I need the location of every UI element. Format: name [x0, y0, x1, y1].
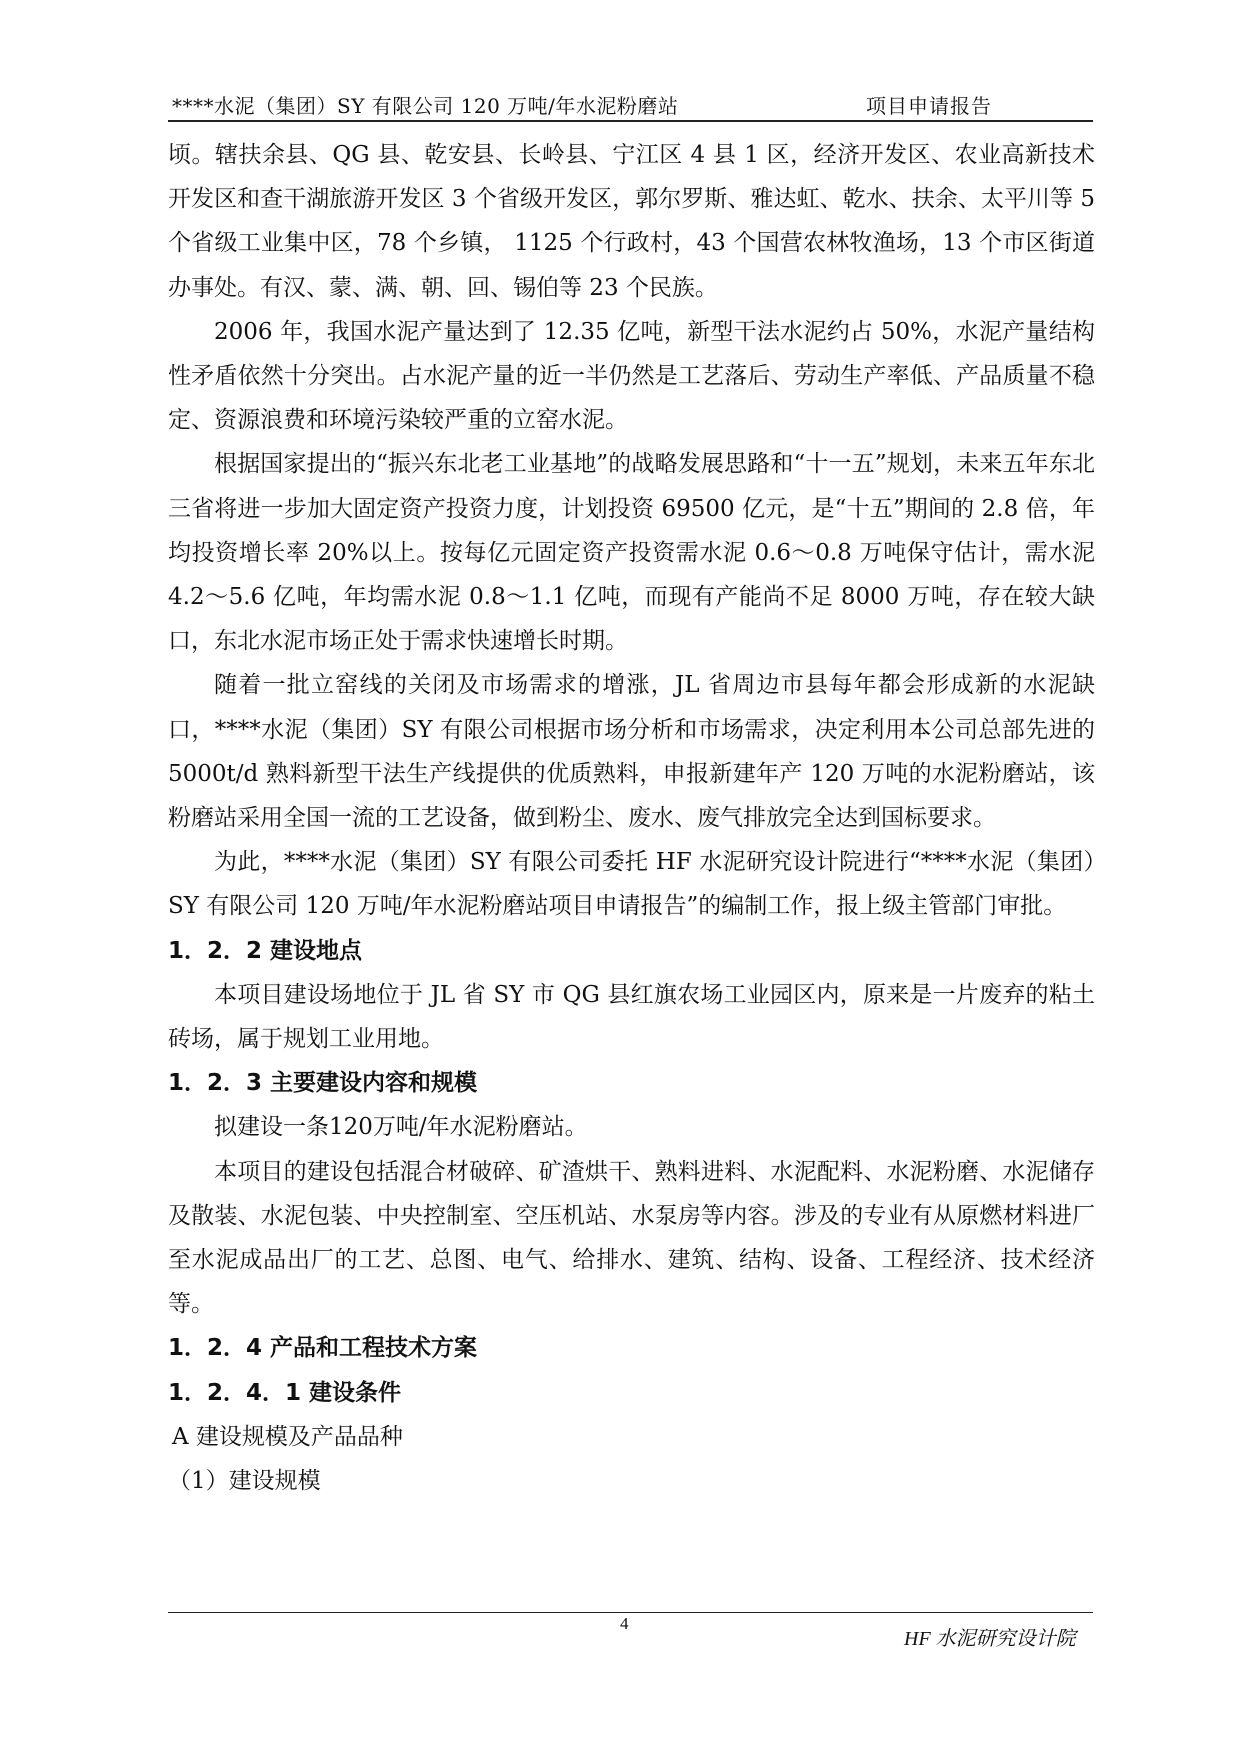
page-header [168, 84, 1093, 122]
paragraph: 2006 年，我国水泥产量达到了 12.35 亿吨，新型干法水泥约占 50%，水泥产量结构性矛盾依然十分突出。占水泥产量的近一半仍然是工艺落后、劳动生产率低、产品质量不稳定、资源浪费和环境污染较严重的立窑水泥。 [168, 318, 1095, 434]
footer-rule [168, 1612, 1093, 1613]
section-heading: 1．2．2 建设地点 [168, 937, 363, 964]
header-title: ****水泥（集团）SY 有限公司 120 万吨/年水泥粉磨站 [172, 94, 679, 118]
section-heading: 1．2．3 主要建设内容和规模 [168, 1070, 478, 1097]
paragraph: 顷。辖扶余县、QG 县、乾安县、长岭县、宁江区 4 县 1 区，经济开发区、农业高新技术开发区和查干湖旅游开发区 3 个省级开发区，郭尔罗斯、雅达虹、乾水、扶余、太平川等 5 个省级工业集中区，78 个乡镇， 1125 个行政村，43 个国营农林牧渔场，13 个市区街道办事处。有汉、蒙、满、朝、回、锡伯等 23 个民族。 [168, 142, 1095, 301]
item-subheading: （1）建设规模 [168, 1468, 321, 1495]
paragraph: 本项目的建设包括混合材破碎、矿渣烘干、熟料进料、水泥配料、水泥粉磨、水泥储存及散装、水泥包装、中央控制室、空压机站、水泵房等内容。涉及的专业有从原燃材料进厂至水泥成品出厂的工艺、总图、电气、给排水、建筑、结构、设备、工程经济、技术经济等。 [168, 1158, 1095, 1318]
footer-organization: HF 水泥研究设计院 [904, 1628, 1076, 1650]
paragraph: 本项目建设场地位于 JL 省 SY 市 QG 县红旗农场工业园区内，原来是一片废弃的粘土砖场，属于规划工业用地。 [168, 981, 1095, 1053]
item-heading: A 建设规模及产品品种 [172, 1423, 403, 1450]
paragraph: 根据国家提出的“振兴东北老工业基地”的战略发展思路和“十一五”规划，未来五年东北三省将进一步加大固定资产投资力度，计划投资 69500 亿元，是“十五”期间的 2.8 倍，年均投资增长率 20%以上。按每亿元固定资产投资需水泥 0.6～0.8 万吨保守估计，需水泥 4.2～5.6 亿吨，年均需水泥 0.8～1.1 亿吨，而现有产能尚不足 8000 万吨，存在较大缺口，东北水泥市场正处于需求快速增长时期。 [168, 451, 1095, 655]
page-number: 4 [620, 1614, 629, 1633]
section-heading: 1．2．4 产品和工程技术方案 [168, 1335, 478, 1362]
paragraph: 随着一批立窑线的关闭及市场需求的增涨，JL 省周边市县每年都会形成新的水泥缺口，****水泥（集团）SY 有限公司根据市场分析和市场需求，决定利用本公司总部先进的 5000t/d 熟料新型干法生产线提供的优质熟料，申报新建年产 120 万吨的水泥粉磨站，该粉磨站采用全国一流的工艺设备，做到粉尘、废水、废气排放完全达到国标要求。 [168, 672, 1095, 832]
subsection-heading: 1．2．4．1 建设条件 [168, 1379, 402, 1406]
paragraph: 拟建设一条120万吨/年水泥粉磨站。 [214, 1114, 588, 1141]
header-report-type: 项目申请报告 [866, 94, 992, 118]
paragraph: 为此，****水泥（集团）SY 有限公司委托 HF 水泥研究设计院进行“****水泥（集团）SY 有限公司 120 万吨/年水泥粉磨站项目申请报告”的编制工作，报上级主管部门审批。 [168, 849, 1095, 920]
document-body [168, 133, 1095, 1503]
